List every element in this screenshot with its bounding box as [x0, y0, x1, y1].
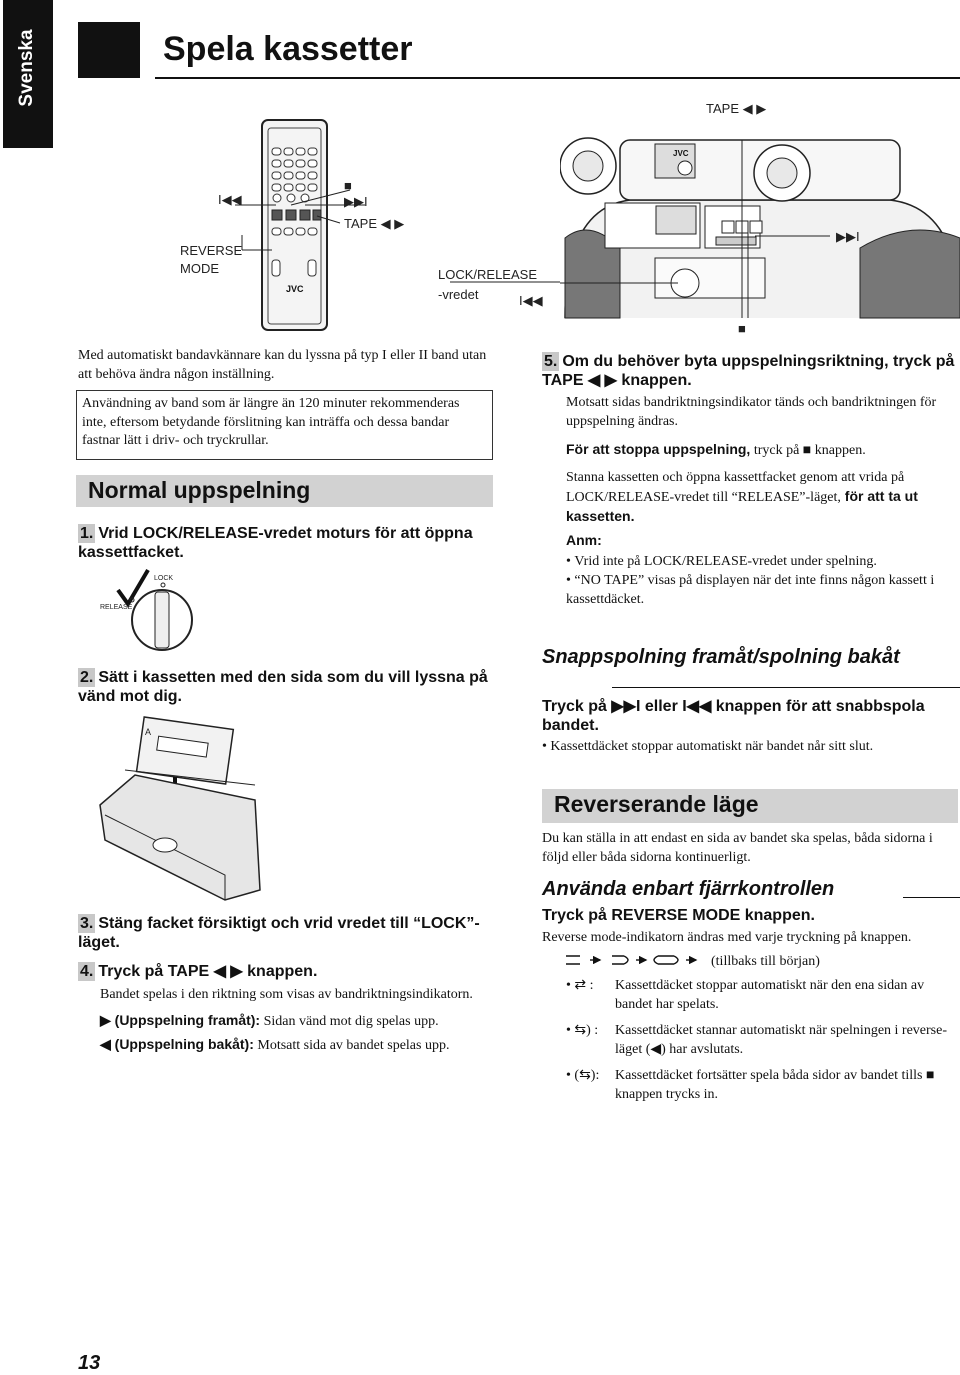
remote-stop-label: ■ — [344, 178, 352, 193]
remote-brand: JVC — [286, 284, 304, 294]
stop-playback-line — [566, 440, 960, 460]
dial-release-label: RELEASE — [100, 604, 133, 611]
cycle-note: (tillbaks till början) — [711, 954, 820, 969]
language-label: Svenska — [16, 29, 37, 107]
step-4-description: Bandet spelas i den riktning som visas av bandriktningsindikatorn. — [100, 987, 473, 1002]
section-reverse-title: Reverserande läge — [554, 791, 759, 817]
fast-wind-bullet: • Kassettdäcket stoppar automatiskt när bandet når sitt slut. — [542, 739, 874, 754]
intro-paragraph: Med automatiskt bandavkännare kan du lyssna på typ I eller II band utan att behöva ändra någon inställning. — [78, 348, 487, 382]
fast-wind-step: Tryck på ▶▶I eller I◀◀ knappen för att snabbspola bandet. — [542, 698, 925, 734]
note-item-text: “NO TAPE” visas på displayen när det inte finns någon kassett i kassettdäcket. — [566, 573, 935, 607]
mode-sep: : — [589, 978, 594, 993]
note-label: Anm: — [566, 532, 602, 548]
remote-only-description: Reverse mode-indikatorn ändras med varje tryckning på knappen. — [542, 930, 912, 945]
unit-prev-label: I◀◀ — [519, 293, 543, 308]
forward-playback-label: ▶ (Uppspelning framåt): — [100, 1012, 261, 1028]
unit-next-label: ▶▶I — [836, 229, 860, 244]
step-5-text: Om du behöver byta uppspelningsriktning, tryck på TAPE ◀ ▶ knappen. — [542, 353, 955, 389]
main-unit-illustration — [560, 118, 960, 343]
step-3-number: 3. — [80, 915, 94, 932]
unit-tape-label: TAPE ◀ ▶ — [706, 101, 767, 116]
step-5-description: Motsatt sidas bandriktningsindikator tänds och bandriktningen för uppspelning ändras. — [566, 395, 937, 429]
fast-wind-rule — [612, 687, 960, 688]
remote-next-label: ▶▶I — [344, 194, 368, 209]
step-5-number: 5. — [544, 353, 558, 370]
reverse-playback-label: ◀ (Uppspelning bakåt): — [100, 1036, 254, 1052]
note-item-text: Vrid inte på LOCK/RELEASE-vredet under spelning. — [574, 554, 877, 569]
unit-brand: JVC — [673, 149, 689, 158]
remote-only-heading: Använda enbart fjärrkontrollen — [542, 878, 835, 900]
step-1-number: 1. — [80, 525, 94, 542]
mode-one-way-text: Kassettdäcket stoppar automatiskt när den ena sidan av bandet har spelats. — [615, 978, 925, 1012]
remote-only-rule — [903, 897, 960, 898]
step-2-text: Sätt i kassetten med den sida som du vill lyssna på vänd mot dig. — [78, 669, 488, 705]
stop-playback-text: tryck på ■ knappen. — [750, 443, 866, 458]
step-2 — [78, 668, 498, 706]
step-4 — [78, 962, 498, 981]
language-tab — [3, 0, 53, 148]
remove-cassette-text: Stanna kassetten och öppna kassettfacket genom att vrida på LOCK/RELEASE-vredet till “RELEASE”-läget, — [566, 470, 905, 505]
remote-prev-label: I◀◀ — [218, 192, 242, 207]
step-3 — [78, 914, 498, 952]
unit-stop-label: ■ — [738, 321, 746, 336]
cassette-insert-illustration — [95, 715, 265, 905]
section-normal-title: Normal uppspelning — [88, 477, 311, 503]
step-4-number: 4. — [80, 963, 94, 980]
step-1 — [78, 524, 498, 562]
remote-only-step: Tryck på REVERSE MODE knappen. — [542, 907, 815, 924]
forward-playback-line — [100, 1011, 520, 1031]
mode-one-way-icon: • ⇄ : — [566, 978, 594, 993]
step-2-number: 2. — [80, 669, 94, 686]
title-rule — [155, 77, 960, 79]
mode-sep: : — [594, 1023, 599, 1038]
dial-illustration — [100, 560, 220, 655]
section-reverse-heading — [542, 789, 958, 823]
note-item: • “NO TAPE” visas på displayen när det inte finns någon kassett i kassettdäcket. — [566, 573, 935, 607]
step-3-text: Stäng facket försiktigt och vrid vredet till “LOCK”-läget. — [78, 915, 480, 951]
stop-playback-label: För att stoppa uppspelning, — [566, 441, 751, 457]
dial-lock-label: LOCK — [154, 575, 174, 582]
mode-continuous-text: Kassettdäcket fortsätter spela båda sidor av bandet tills ■ knappen trycks in. — [615, 1068, 935, 1102]
remote-reverse-label: REVERSE MODE — [180, 243, 243, 276]
note-box — [76, 390, 493, 460]
step-5 — [542, 352, 960, 390]
title-block-decoration — [78, 22, 140, 78]
mode-continuous-icon: • (⇆): — [566, 1068, 600, 1083]
note-item: • Vrid inte på LOCK/RELEASE-vredet under spelning. — [566, 554, 877, 569]
page-title: Spela kassetter — [163, 30, 413, 68]
note-box-text: Användning av band som är längre än 120 minuter rekommenderas inte, eftersom betydande förslitning kan inträffa och dessa bandar fastnar lätt i driv- och tryckrullar. — [82, 396, 460, 448]
mode-two-way-icon: • ⇆) : — [566, 1023, 599, 1038]
mode-two-way-text: Kassettdäcket stannar automatiskt när spelningen i reverse-läget (◀) har avslutats. — [615, 1023, 947, 1057]
remote-tape-label: TAPE ◀ ▶ — [344, 216, 405, 231]
remove-cassette-bold: för att ta ut kassetten. — [566, 488, 918, 524]
mode-sep: : — [595, 1068, 600, 1083]
step-1-text: Vrid LOCK/RELEASE-vredet moturs för att öppna kassettfacket. — [78, 525, 473, 561]
reverse-playback-line — [100, 1035, 520, 1055]
reverse-playback-text: Motsatt sida av bandet spelas upp. — [253, 1038, 450, 1053]
step-4-text: Tryck på TAPE ◀ ▶ knappen. — [98, 963, 318, 980]
forward-playback-text: Sidan vänd mot dig spelas upp. — [260, 1014, 439, 1029]
fast-wind-bullet-text: Kassettdäcket stoppar automatiskt när bandet når sitt slut. — [550, 739, 874, 754]
page-number: 13 — [78, 1352, 101, 1374]
section-normal-heading — [76, 475, 493, 507]
remove-cassette-paragraph — [566, 468, 960, 527]
unit-lock-label: LOCK/RELEASE -vredet — [438, 267, 537, 302]
reverse-intro: Du kan ställa in att endast en sida av bandet ska spelas, båda sidorna i följd eller båda sidorna kontinuerligt. — [542, 831, 933, 865]
cassette-side-label: A — [145, 727, 152, 737]
fast-wind-heading: Snappspolning framåt/spolning bakåt — [542, 646, 900, 668]
reverse-mode-cycle-diagram — [562, 950, 712, 972]
